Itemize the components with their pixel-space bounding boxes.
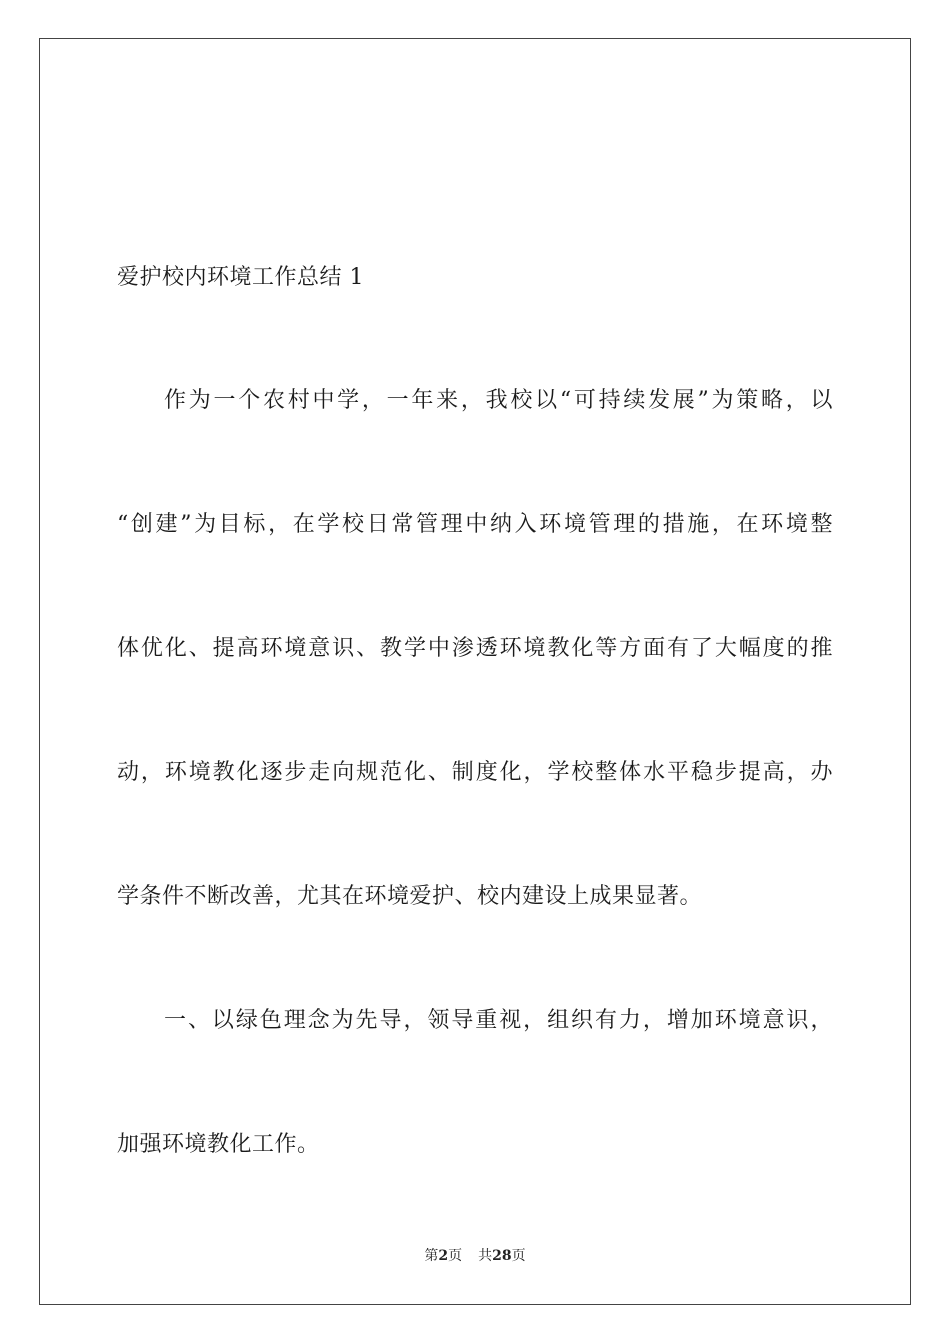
paragraph-1-line-1: 作为一个农村中学，一年来，我校以“可持续发展”为策略，以 xyxy=(164,388,833,413)
footer-page-prefix: 第 xyxy=(424,1248,439,1264)
paragraph-1-line-2: “创建”为目标，在学校日常管理中纳入环境管理的措施，在环境整 xyxy=(117,512,833,537)
paragraph-2-line-1: 一、以绿色理念为先导，领导重视，组织有力，增加环境意识， xyxy=(164,1008,833,1033)
footer-total-prefix: 共 xyxy=(478,1248,493,1264)
footer-page-number: 2 xyxy=(438,1248,449,1264)
paragraph-1-line-5: 学条件不断改善，尤其在环境爱护、校内建设上成果显著。 xyxy=(117,884,703,909)
footer-total-pages: 28 xyxy=(492,1248,512,1264)
footer-total-suffix: 页 xyxy=(511,1248,526,1264)
paragraph-1-line-3: 体优化、提高环境意识、教学中渗透环境教化等方面有了大幅度的推 xyxy=(117,636,833,661)
paragraph-2-line-2: 加强环境教化工作。 xyxy=(117,1132,320,1157)
paragraph-1-line-4: 动，环境教化逐步走向规范化、制度化，学校整体水平稳步提高，办 xyxy=(117,760,833,785)
footer-page-suffix: 页 xyxy=(448,1248,463,1264)
document-title: 爱护校内环境工作总结 1 xyxy=(117,265,364,290)
page-footer xyxy=(0,1247,950,1265)
page-border xyxy=(39,38,911,1305)
